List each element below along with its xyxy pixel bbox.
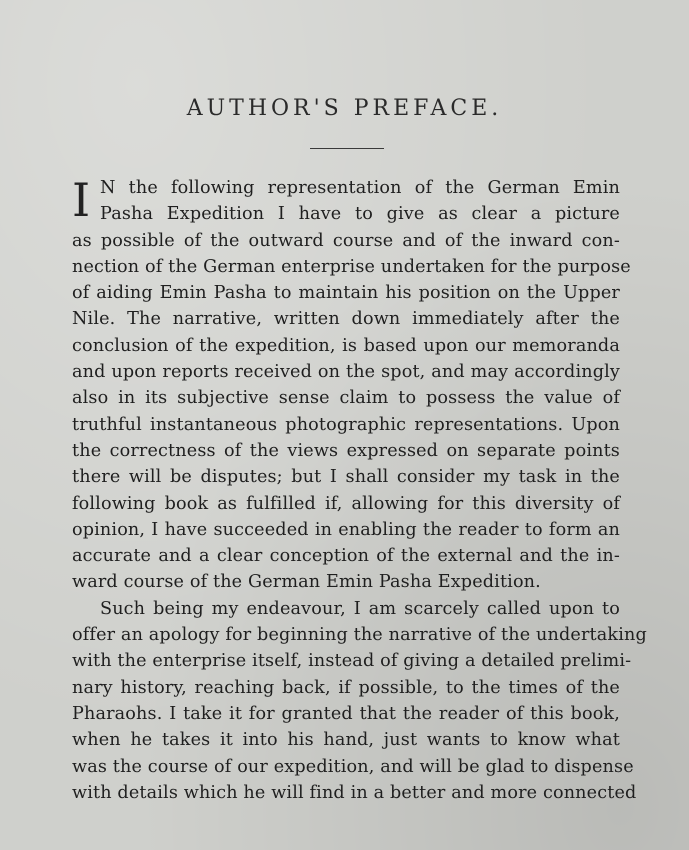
text-line: nection of the German enterprise undertaken for the purpose — [72, 256, 631, 277]
text-line: with the enterprise itself, instead of giving a detailed prelimi- — [72, 651, 632, 672]
text-line: following book as fulfilled if, allowing for this diversity of — [72, 493, 620, 514]
text-line: as possible of the outward course and of the inward con- — [72, 230, 620, 251]
text-line: conclusion of the expedition, is based upon our memoranda — [72, 335, 620, 356]
preface-body — [72, 173, 647, 806]
page-title: AUTHOR'S PREFACE. — [186, 96, 503, 121]
text-line: nary history, reaching back, if possible, to the times of the — [72, 677, 620, 698]
text-line: N the following representation of the German Emin — [100, 178, 620, 198]
paragraph — [72, 173, 631, 596]
text-line: of aiding Emin Pasha to maintain his position on the Upper — [72, 283, 620, 304]
text-line: Nile. The narrative, written down immediately after the — [72, 309, 620, 330]
text-line: accurate and a clear conception of the external and the in- — [72, 546, 620, 567]
text-line: opinion, I have succeeded in enabling the reader to form an — [72, 519, 620, 540]
text-line: when he takes it into his hand, just wants to know what — [72, 730, 620, 751]
text-line: the correctness of the views expressed on separate points — [72, 440, 620, 461]
text-line: there will be disputes; but I shall consider my task in the — [72, 467, 620, 488]
text-line: also in its subjective sense claim to possess the value of — [72, 388, 620, 409]
text-line: Pharaohs. I take it for granted that the reader of this book, — [72, 703, 620, 724]
text-line: Pasha Expedition I have to give as clear a picture — [100, 204, 620, 225]
text-line: truthful instantaneous photographic representations. Upon — [72, 414, 620, 435]
paragraph — [72, 596, 647, 806]
text-line: offer an apology for beginning the narrative of the undertaking — [72, 625, 647, 646]
text-line: with details which he will find in a better and more connected — [72, 782, 637, 803]
text-line: and upon reports received on the spot, and may accordingly — [72, 362, 620, 383]
title-divider — [310, 148, 384, 149]
drop-cap: I — [72, 173, 91, 227]
text-line: Such being my endeavour, I am scarcely called upon to — [100, 598, 620, 619]
text-line: was the course of our expedition, and will be glad to dispense — [72, 756, 634, 777]
text-line: ward course of the German Emin Pasha Expedition. — [72, 572, 541, 593]
